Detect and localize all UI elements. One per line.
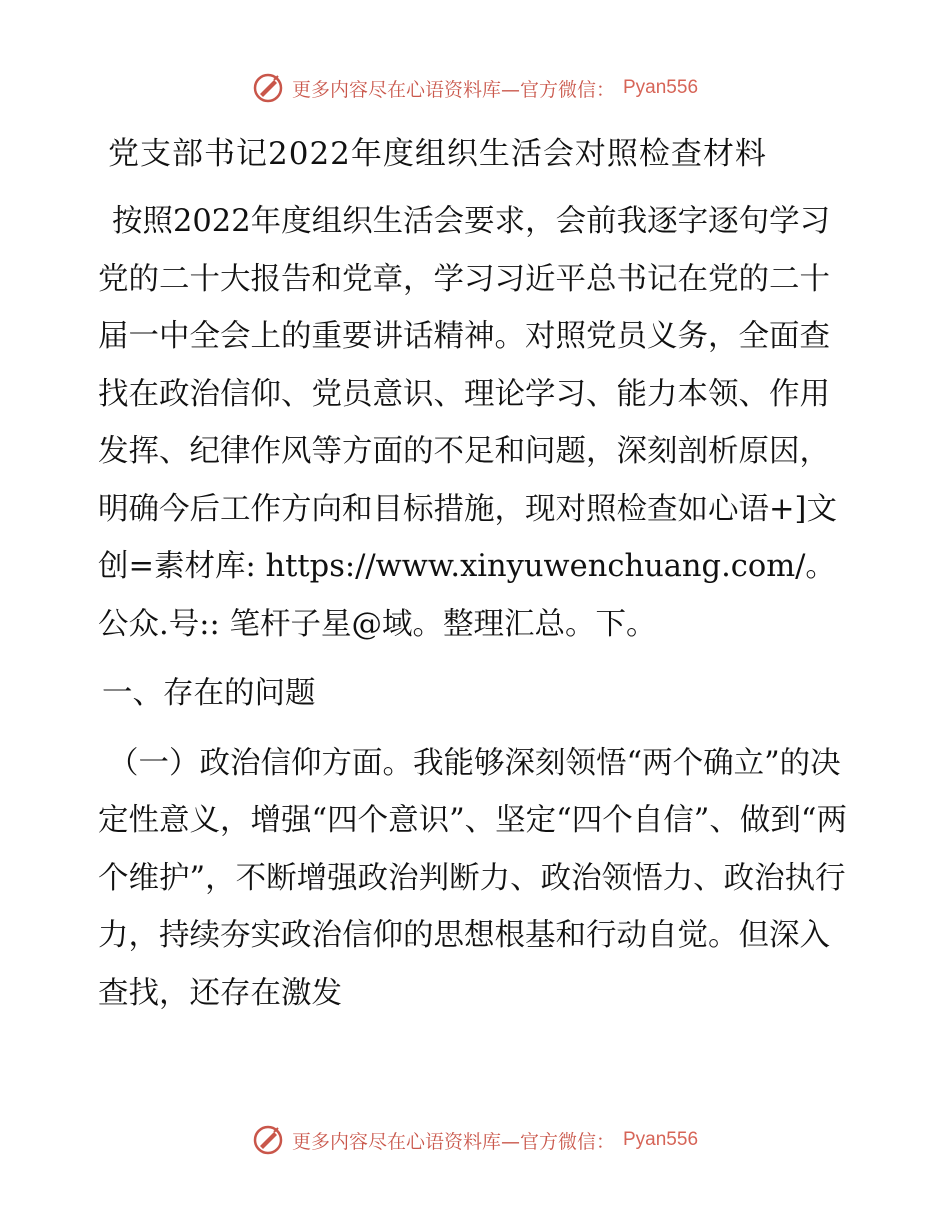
document-title: 党支部书记2022年度组织生活会对照检查材料 [108,136,767,172]
brand-logo-icon [252,72,284,104]
watermark-bottom [0,1124,950,1156]
watermark-wechat-id: Pyan556 [623,1129,699,1150]
section-heading: 一、存在的问题 [102,676,316,711]
subsection-paragraph: （一）政治信仰方面。我能够深刻领悟“两个确立”的决定性意义，增强“四个意识”、坚定“四个自信”、做到“两个维护”，不断增强政治判断力、政治领悟力、政治执行力，持续夯实政治信仰的思想根基和行动自觉。但深入查找，还存在激发 [98,745,847,1011]
intro-paragraph: 按照2022年度组织生活会要求，会前我逐字逐句学习党的二十大报告和党章，学习习近平总书记在党的二十届一中全会上的重要讲话精神。对照党员义务，全面查找在政治信仰、党员意识、理论学习、能力本领、作用发挥、纪律作风等方面的不足和问题，深刻剖析原因，明确今后工作方向和目标措施，现对照检查如心语+]文创=素材库: https://www.xinyuwenchuang.com/。公众.号:: 笔杆子星@域。整理汇总。下。 [98,204,837,642]
watermark-text: 更多内容尽在心语资料库—官方微信： [291,78,615,101]
watermark-text: 更多内容尽在心语资料库—官方微信： [291,1130,615,1153]
watermark-wechat-id: Pyan556 [623,77,699,98]
watermark-top [0,72,950,104]
brand-logo-icon [252,1124,284,1156]
document-body [98,193,858,1022]
